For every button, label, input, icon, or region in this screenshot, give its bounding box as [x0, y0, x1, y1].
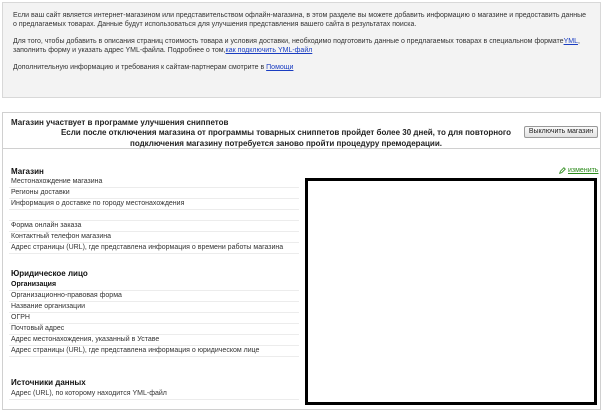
edit-link[interactable] — [559, 167, 598, 174]
shop-section-title: Магазин — [11, 167, 44, 176]
org-name-field: Название организации — [9, 302, 299, 313]
sources-section-title: Источники данных — [11, 378, 86, 387]
yml-link[interactable]: YML — [563, 38, 578, 45]
snippet-program-banner — [3, 113, 600, 149]
organization-subtitle: Организация — [9, 280, 299, 291]
empty-field-row — [9, 210, 299, 221]
info-paragraph-3 — [13, 63, 590, 72]
delivery-regions-field: Регионы доставки — [9, 188, 299, 199]
legal-section-title: Юридическое лицо — [11, 269, 88, 278]
shop-phone-field: Контактный телефон магазина — [9, 232, 299, 243]
shop-location-field: Местонахождение магазина — [9, 177, 299, 188]
how-to-connect-yml-link[interactable]: как подключить YML-файл — [225, 47, 313, 54]
redacted-values-box — [305, 178, 597, 405]
info-box — [2, 2, 601, 98]
help-link[interactable]: Помощи — [266, 64, 294, 71]
yml-url-field: Адрес (URL), по которому находится YML-файл — [9, 389, 299, 400]
charter-address-field: Адрес местонахождения, указанный в Уставе — [9, 335, 299, 346]
working-hours-url-field: Адрес страницы (URL), где представлена информация о времени работы магазина — [9, 243, 299, 254]
pencil-icon — [559, 167, 566, 174]
info-paragraph-2-text-2: , заполнить форму и указать адрес YML-файла. Подробнее о том, — [13, 38, 580, 54]
info-paragraph-1: Если ваш сайт является интернет-магазином или представительством офлайн-магазина, в этом разделе вы можете добавить информацию о магазине и предоставить данные о предлагаемых товарах. Данные будут использоваться для улучшения представления вашего сайта в результатах поиска. — [13, 12, 587, 28]
ogrn-field: ОГРН — [9, 313, 299, 324]
info-paragraph-2-text: Для того, чтобы добавить в описания страниц стоимость товара и условия доставки, необходимо подготовить данные о предлагаемых товарах в специальном формате — [13, 38, 564, 45]
legal-info-url-field: Адрес страницы (URL), где представлена информация о юридическом лице — [9, 346, 299, 357]
info-paragraph-2 — [13, 37, 590, 55]
banner-text: Если после отключения магазина от программы товарных сниппетов пройдет более 30 дней, то для повторного подключения магазину потребуется заново пройти процедуру премодерации. — [60, 128, 512, 148]
disable-shop-button[interactable]: Выключить магазин — [524, 126, 598, 138]
edit-link-label: изменить — [568, 167, 599, 174]
banner-title: Магазин участвует в программе улучшения сниппетов — [11, 118, 229, 127]
info-paragraph-3-text: Дополнительную информацию и требования к сайтам-партнерам смотрите в — [13, 64, 267, 71]
legal-form-field: Организационно-правовая форма — [9, 291, 299, 302]
shop-panel — [2, 112, 601, 410]
postal-address-field: Почтовый адрес — [9, 324, 299, 335]
online-order-form-field: Форма онлайн заказа — [9, 221, 299, 232]
city-delivery-info-field: Информация о доставке по городу местонахождения — [9, 199, 299, 210]
